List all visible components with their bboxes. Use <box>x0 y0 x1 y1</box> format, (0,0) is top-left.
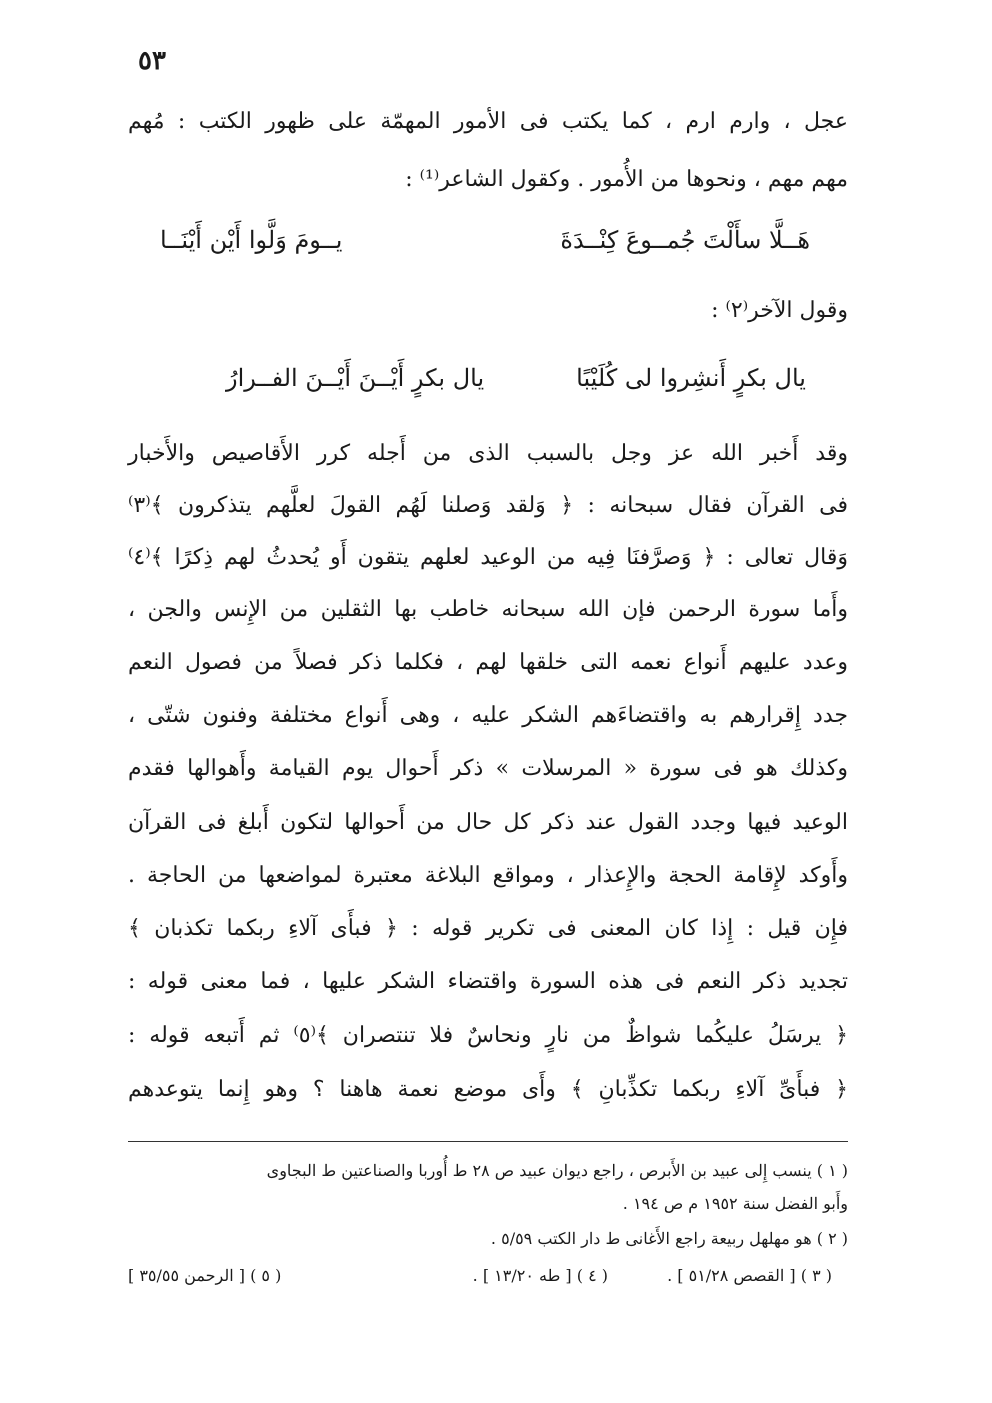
footnote-4: ( ٤ ) [ طه ١٣/٢٠ ] . <box>472 1266 608 1285</box>
verse-1 <box>160 220 810 260</box>
footnote-1-line-1: ( ١ ) ينسب إِلى عبيد بن الأَبرص ، راجع ديوان عبيد ص ٢٨ ط أُوربا والصناعتين ط البجاوى <box>266 1161 848 1180</box>
text-line: عجل ، وارم ارم ، كما يكتب فى الأمور المهمّة على ظهور الكتب : مُهم <box>128 109 848 134</box>
verse-1-second-hemistich: يــومَ وَلَّوا أَيْن أَيْنَــا <box>160 226 343 254</box>
text-line: الوعيد فيها وجدد القول عند ذكر كل حال من أَحوالها لتكون أَبلغ فى القرآن <box>128 810 848 835</box>
quote-intro: وقول الآخر⁽٢⁾ : <box>711 298 848 323</box>
footnote-divider <box>128 1141 848 1142</box>
text-line: مهم مهم ، ونحوها من الأُمور . وكقول الشاعر⁽¹⁾ : <box>405 167 848 192</box>
text-line: وأَوكد لإِقامة الحجة والإِعذار ، ومواقع البلاغة معتبرة لمواضعها من الحاجة . <box>128 863 848 888</box>
page-number: ٥٣ <box>138 46 166 76</box>
footnote-2: ( ٢ ) هو مهلهل ربيعة راجع الأَغانى ط دار الكتب ٥/٥٩ . <box>490 1229 848 1248</box>
text-line: وعدد عليهم أَنواع نعمه التى خلقها لهم ، فكلما ذكر فصلاً من فصول النعم <box>128 650 848 675</box>
text-line: تجديد ذكر النعم فى هذه السورة واقتضاء الشكر عليها ، فما معنى قوله : <box>128 969 848 994</box>
text-line: ﴿ يرسَلُ عليكُما شواظٌ من نارٍ ونحاسٌ فلا تنتصران ﴾⁽٥⁾ ثم أَتبعه قوله : <box>128 1023 848 1048</box>
footnote-3: ( ٣ ) [ القصص ٥١/٢٨ ] . <box>667 1266 832 1285</box>
text-line: وأَما سورة الرحمن فإن الله سبحانه خاطب بها الثقلين من الإِنس والجن ، <box>128 597 848 622</box>
footnote-1-line-2: وأَبو الفضل سنة ١٩٥٢ م ص ١٩٤ . <box>622 1194 848 1213</box>
footnotes-row <box>128 1263 848 1289</box>
verse-2-first-hemistich: يال بكرٍ أَنشِروا لى كُلَيْبًا <box>576 364 806 392</box>
text-line: جدد إِقرارهم به واقتضاءَهم الشكر عليه ، وهى أَنواع مختلفة وفنون شتّى ، <box>128 703 848 728</box>
text-line: فإِن قيل : إِذا كان المعنى فى تكرير قوله : ﴿ فبأَى آلاءِ ربكما تكذبان ﴾ <box>128 916 848 941</box>
text-line: ﴿ فبأَىِّ آلاءِ ربكما تكذِّبانِ ﴾ وأَى موضع نعمة هاهنا ؟ وهو إِنما يتوعدهم <box>128 1077 848 1102</box>
text-line: وكذلك هو فى سورة « المرسلات » ذكر أَحوال يوم القيامة وأَهوالها فقدم <box>128 756 848 781</box>
verse-2 <box>226 358 806 398</box>
text-line: وَقال تعالى : ﴿ وَصرَّفنَا فِيه من الوعيد لعلهم يتقون أَو يُحدثُ لهم ذِكرًا ﴾⁽٤⁾ <box>128 545 848 570</box>
text-line: وقد أَخبر الله عز وجل بالسبب الذى من أَجله كرر الأَقاصيص والأَخبار <box>128 441 848 466</box>
verse-1-first-hemistich: هَــلَّا سأَلْتَ جُمــوعَ كِنْــدَةَ <box>560 226 810 254</box>
text-line: فى القرآن فقال سبحانه : ﴿ وَلقد وَصلنا لَهُم القولَ لعلَّهم يتذكرون ﴾⁽٣⁾ <box>128 493 848 518</box>
footnote-5: ( ٥ ) [ الرحمن ٣٥/٥٥ ] <box>128 1266 282 1285</box>
verse-2-second-hemistich: يال بكرٍ أَيْــنَ أَيْــنَ الفــرارُ <box>226 364 485 392</box>
